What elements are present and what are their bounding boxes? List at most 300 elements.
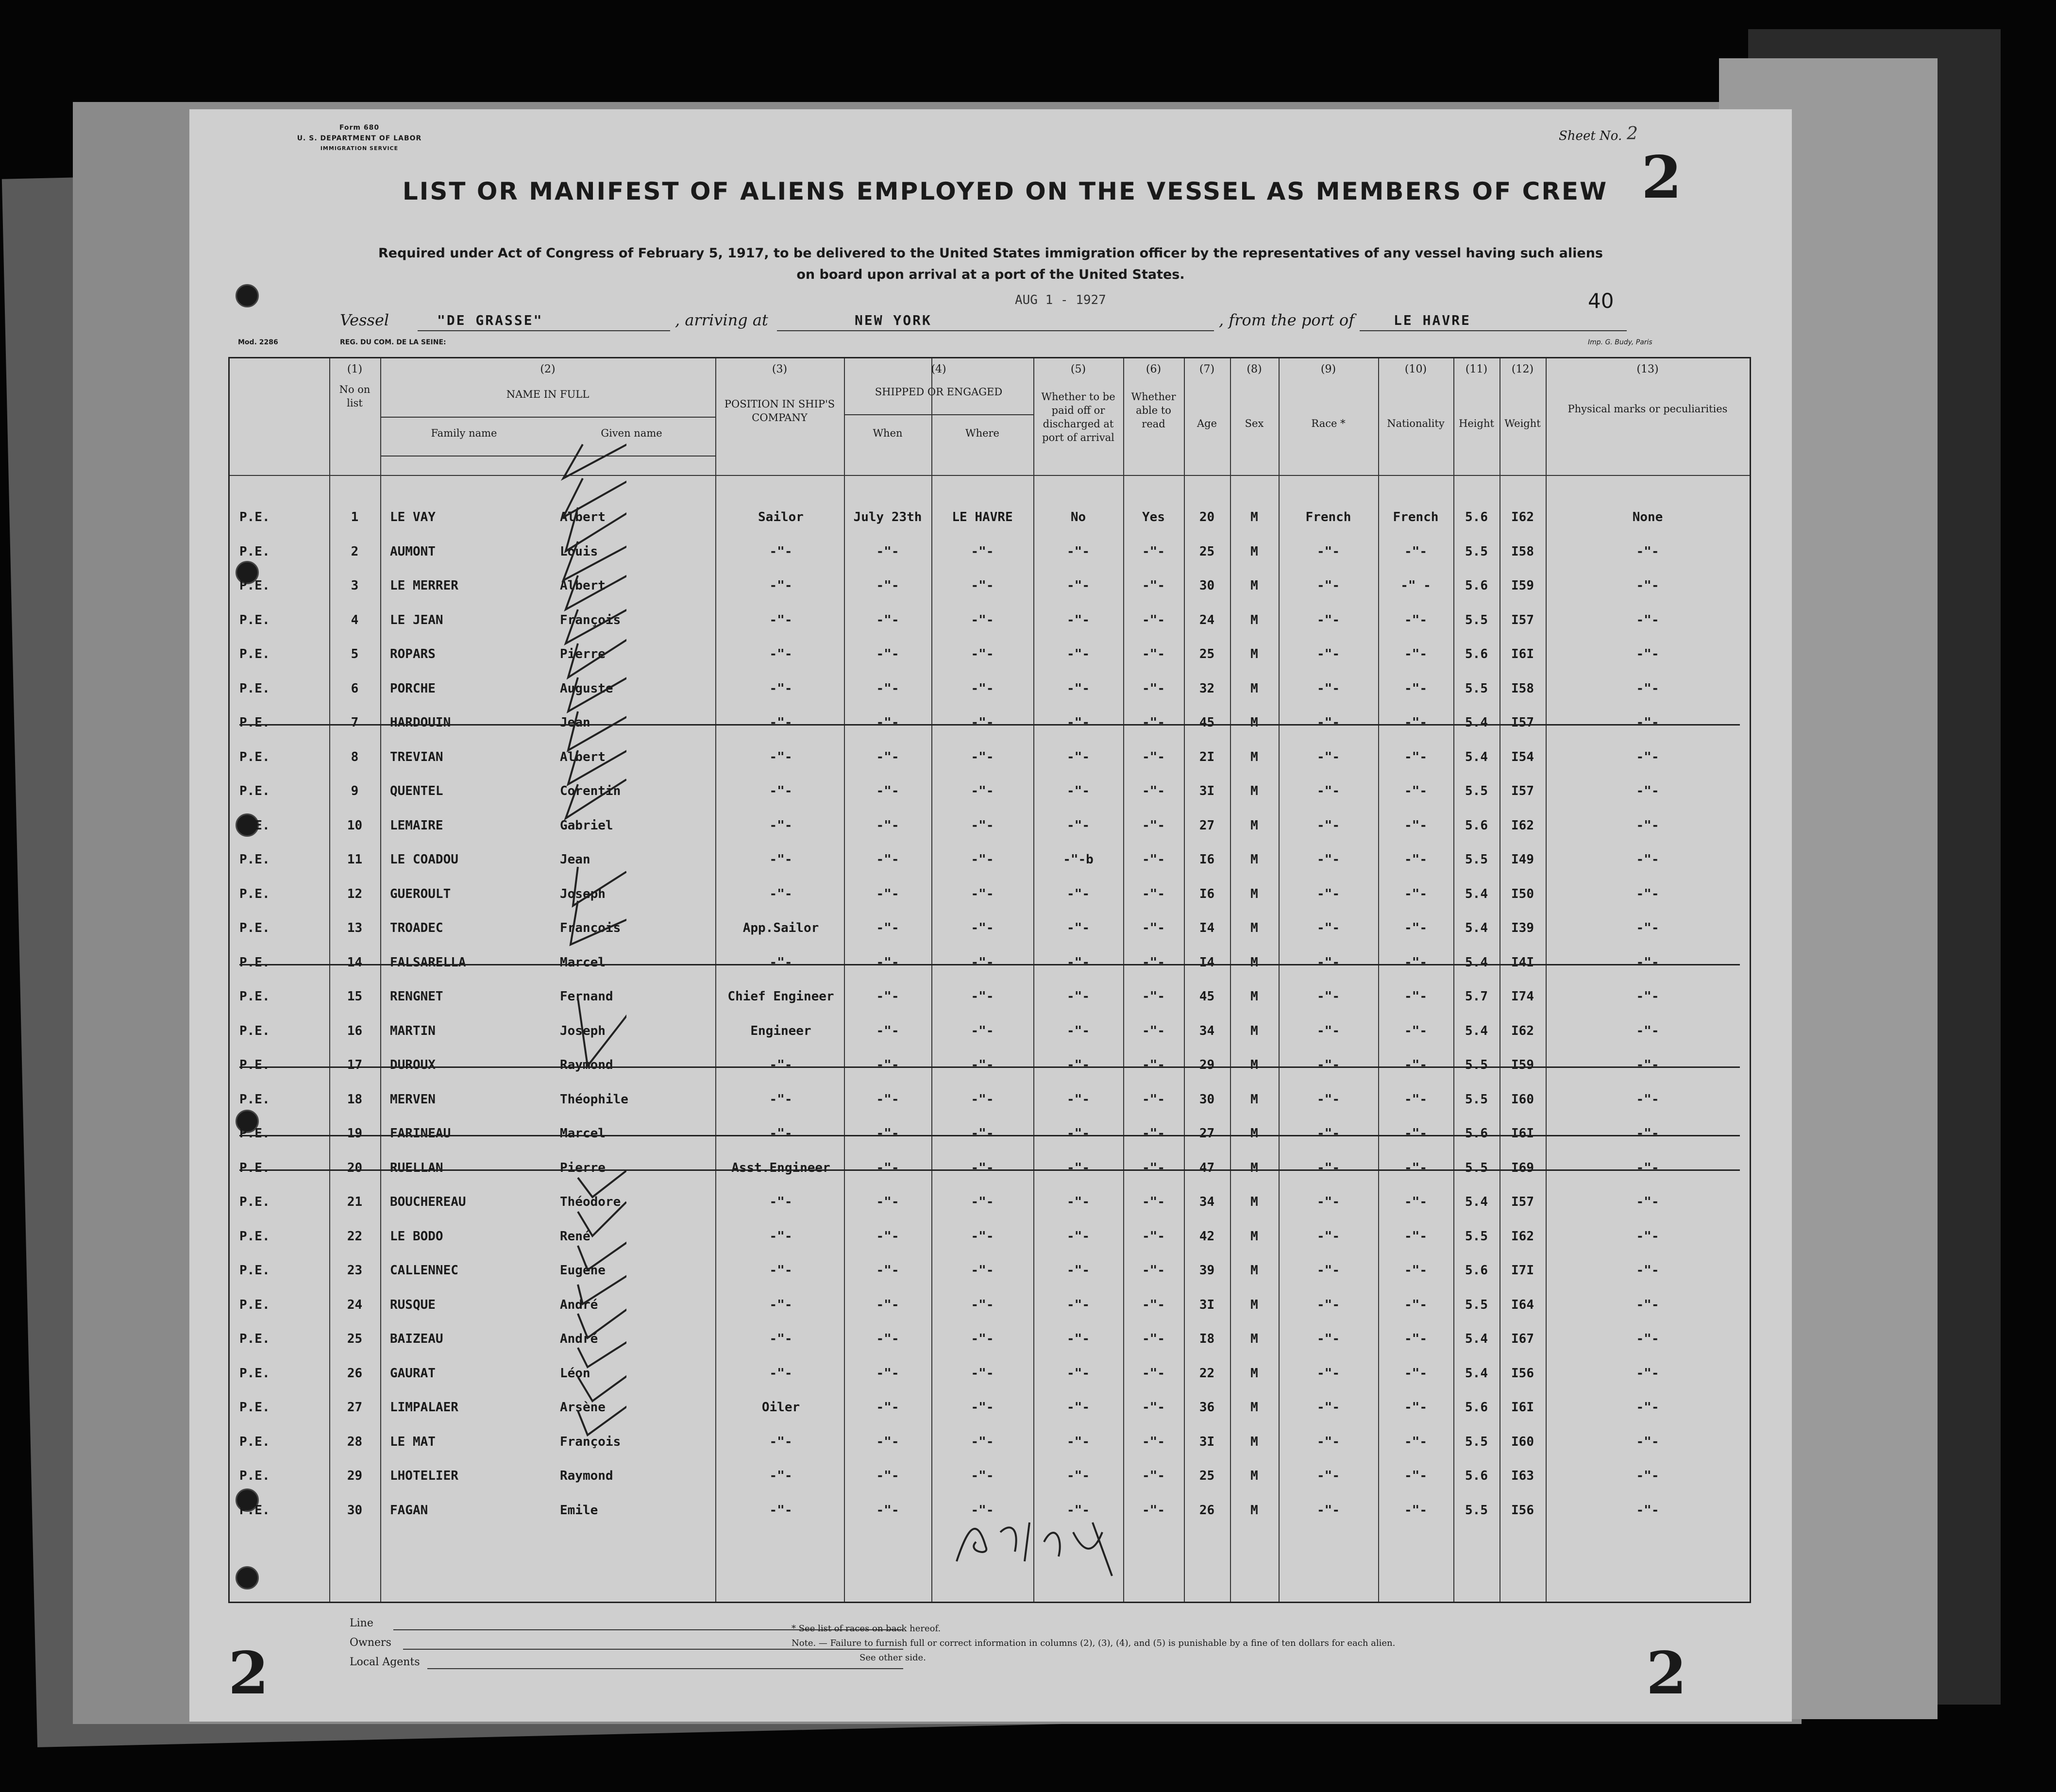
cell-mark: P.E.	[239, 852, 270, 867]
cell-weight: I57	[1511, 715, 1534, 730]
cell-race: -"-	[1317, 852, 1340, 867]
cell-when: -"-	[876, 1469, 899, 1483]
cell-no: 17	[347, 1058, 363, 1072]
cell-family: MARTIN	[390, 1023, 436, 1038]
cell-age: 27	[1199, 818, 1215, 833]
vessel-label: Vessel	[340, 311, 389, 329]
cell-where: -"-	[971, 715, 994, 730]
cell-marks: -"-	[1636, 1297, 1659, 1312]
cell-sex: M	[1250, 510, 1258, 524]
cell-marks: -"-	[1636, 1023, 1659, 1038]
cell-height: 5.4	[1465, 886, 1488, 901]
cell-weight: I59	[1511, 1058, 1534, 1072]
cell-where: -"-	[971, 578, 994, 593]
cell-where: -"-	[971, 1400, 994, 1415]
cell-height: 5.4	[1465, 715, 1488, 730]
cell-no: 12	[347, 886, 363, 901]
cell-when: -"-	[876, 1058, 899, 1072]
cell-where: LE HAVRE	[952, 510, 1013, 524]
cell-read: -"-	[1142, 1503, 1165, 1518]
cell-no: 2	[351, 544, 359, 559]
cell-read: -"-	[1142, 1297, 1165, 1312]
cell-position: Engineer	[750, 1023, 811, 1038]
cell-read: -"-	[1142, 578, 1165, 593]
cell-given: Emile	[560, 1503, 598, 1518]
cell-where: -"-	[971, 749, 994, 764]
cell-race: -"-	[1317, 544, 1340, 559]
cell-family: LE COADOU	[390, 852, 458, 867]
cell-height: 5.5	[1465, 1160, 1488, 1175]
cell-position: -"-	[769, 1058, 792, 1072]
cell-age: 20	[1199, 510, 1215, 524]
subtitle-line-1: Required under Act of Congress of February 5, 1917, to be delivered to the United States immigration officer by the representatives of any vessel having such aliens	[378, 246, 1603, 261]
cell-marks: -"-	[1636, 578, 1659, 593]
cell-given: Arsène	[560, 1400, 606, 1415]
cell-marks: -"-	[1636, 886, 1659, 901]
subtitle-line-2: on board upon arrival at a port of the United States.	[796, 267, 1185, 282]
department-name: U. S. DEPARTMENT OF LABOR	[297, 135, 422, 142]
cell-nat: -"-	[1404, 818, 1427, 833]
cell-family: QUENTEL	[390, 784, 443, 798]
cell-where: -"-	[971, 1469, 994, 1483]
cell-mark: P.E.	[239, 715, 270, 730]
cell-paid: -"-	[1067, 681, 1090, 696]
cell-family: LE MAT	[390, 1434, 436, 1449]
cell-age: I6	[1199, 886, 1215, 901]
cell-family: FAGAN	[390, 1503, 428, 1518]
cell-mark: P.E.	[239, 1126, 270, 1141]
cell-position: -"-	[769, 818, 792, 833]
handwritten-checkmarks-icon	[432, 381, 626, 1498]
cell-marks: -"-	[1636, 852, 1659, 867]
cell-sex: M	[1250, 1160, 1258, 1175]
cell-age: I6	[1199, 852, 1215, 867]
cell-read: -"-	[1142, 1092, 1165, 1107]
cell-family: GAURAT	[390, 1366, 436, 1381]
cell-race: -"-	[1317, 1058, 1340, 1072]
cell-height: 5.5	[1465, 681, 1488, 696]
cell-race: -"-	[1317, 1434, 1340, 1449]
cell-race: -"-	[1317, 1297, 1340, 1312]
cell-paid: -"-	[1067, 544, 1090, 559]
cell-nat: -"-	[1404, 647, 1427, 661]
cell-given: Louis	[560, 544, 598, 559]
cell-race: -"-	[1317, 1195, 1340, 1209]
cell-nat: -"-	[1404, 1332, 1427, 1346]
cell-read: -"-	[1142, 955, 1165, 970]
cell-where: -"-	[971, 1434, 994, 1449]
cell-when: -"-	[876, 784, 899, 798]
column-header-shipped: SHIPPED OR ENGAGED	[875, 386, 1003, 398]
cell-sex: M	[1250, 955, 1258, 970]
cell-when: -"-	[876, 1332, 899, 1346]
cell-no: 23	[347, 1263, 363, 1278]
cell-family: FARINEAU	[390, 1126, 451, 1141]
cell-marks: -"-	[1636, 818, 1659, 833]
column-header-able-read: Whether able to read	[1131, 391, 1176, 430]
cell-when: -"-	[876, 544, 899, 559]
cell-read: -"-	[1142, 1332, 1165, 1346]
arrival-date-stamp: AUG 1 - 1927	[1015, 293, 1106, 307]
cell-no: 9	[351, 784, 359, 798]
cell-mark: P.E.	[239, 1400, 270, 1415]
cell-height: 5.4	[1465, 1332, 1488, 1346]
cell-mark: P.E.	[239, 681, 270, 696]
cell-marks: -"-	[1636, 1332, 1659, 1346]
cell-height: 5.5	[1465, 1092, 1488, 1107]
cell-weight: I63	[1511, 1469, 1534, 1483]
cell-height: 5.5	[1465, 1503, 1488, 1518]
cell-family: BOUCHEREAU	[390, 1195, 466, 1209]
cell-nat: -"-	[1404, 544, 1427, 559]
cell-nat: -"-	[1404, 1160, 1427, 1175]
cell-paid: -"-	[1067, 1023, 1090, 1038]
column-header-height: Height	[1459, 418, 1494, 429]
cell-nat: -"-	[1404, 1023, 1427, 1038]
cell-family: LE JEAN	[390, 612, 443, 627]
cell-race: -"-	[1317, 1023, 1340, 1038]
cell-sex: M	[1250, 749, 1258, 764]
cell-position: -"-	[769, 1366, 792, 1381]
cell-family: LIMPALAER	[390, 1400, 458, 1415]
cell-read: -"-	[1142, 1366, 1165, 1381]
cell-sex: M	[1250, 544, 1258, 559]
cell-no: 16	[347, 1023, 363, 1038]
cell-family: RENGNET	[390, 989, 443, 1004]
cell-family: CALLENNEC	[390, 1263, 458, 1278]
cell-position: -"-	[769, 852, 792, 867]
cell-sex: M	[1250, 1263, 1258, 1278]
cell-age: 45	[1199, 715, 1215, 730]
cell-weight: I6I	[1511, 1126, 1534, 1141]
cell-weight: I59	[1511, 578, 1534, 593]
page-subtitle	[286, 243, 1695, 286]
cell-position: -"-	[769, 1126, 792, 1141]
cell-age: I4	[1199, 921, 1215, 935]
cell-no: 7	[351, 715, 359, 730]
cell-nat: -"-	[1404, 1434, 1427, 1449]
cell-marks: -"-	[1636, 749, 1659, 764]
cell-read: -"-	[1142, 989, 1165, 1004]
cell-race: -"-	[1317, 784, 1340, 798]
column-header-given-name: Given name	[601, 427, 662, 439]
cell-height: 5.6	[1465, 578, 1488, 593]
cell-weight: I7I	[1511, 1263, 1534, 1278]
cell-marks: -"-	[1636, 1434, 1659, 1449]
cell-when: -"-	[876, 955, 899, 970]
cell-position: -"-	[769, 1297, 792, 1312]
cell-where: -"-	[971, 1023, 994, 1038]
cell-no: 29	[347, 1469, 363, 1483]
cell-height: 5.4	[1465, 921, 1488, 935]
cell-weight: I49	[1511, 852, 1534, 867]
penalty-note: Note. — Failure to furnish full or correct information in columns (2), (3), (4), and (5) is punishable by a fine of ten dollars for each alien.	[792, 1638, 1396, 1648]
cell-weight: I50	[1511, 886, 1534, 901]
cell-no: 1	[351, 510, 359, 524]
inspector-signature-icon	[947, 1503, 1122, 1581]
column-number: (2)	[540, 363, 556, 375]
cell-where: -"-	[971, 681, 994, 696]
cell-age: 3I	[1199, 1434, 1215, 1449]
cell-race: -"-	[1317, 715, 1340, 730]
cell-paid: -"-	[1067, 1058, 1090, 1072]
cell-height: 5.5	[1465, 1434, 1488, 1449]
cell-age: 27	[1199, 1126, 1215, 1141]
cell-given: René	[560, 1229, 590, 1244]
registry-line: REG. DU COM. DE LA SEINE:	[340, 338, 446, 346]
cell-paid: -"-	[1067, 784, 1090, 798]
cell-sex: M	[1250, 1332, 1258, 1346]
cell-read: -"-	[1142, 1400, 1165, 1415]
cell-nat: -"-	[1404, 715, 1427, 730]
cell-position: -"-	[769, 647, 792, 661]
cell-marks: None	[1632, 510, 1663, 524]
cell-read: -"-	[1142, 1058, 1165, 1072]
cell-height: 5.6	[1465, 1400, 1488, 1415]
cell-where: -"-	[971, 1332, 994, 1346]
cell-mark: P.E.	[239, 612, 270, 627]
column-header-weight: Weight	[1504, 418, 1541, 429]
cell-nat: -"-	[1404, 1092, 1427, 1107]
cell-family: DUROUX	[390, 1058, 436, 1072]
cell-where: -"-	[971, 1160, 994, 1175]
cell-race: -"-	[1317, 1469, 1340, 1483]
cell-nat: French	[1393, 510, 1439, 524]
cell-age: 34	[1199, 1195, 1215, 1209]
cell-where: -"-	[971, 647, 994, 661]
service-name: IMMIGRATION SERVICE	[320, 145, 399, 152]
cell-race: -"-	[1317, 749, 1340, 764]
column-number: (4)	[931, 363, 946, 375]
column-number: (8)	[1247, 363, 1262, 375]
cell-marks: -"-	[1636, 784, 1659, 798]
cell-where: -"-	[971, 1366, 994, 1381]
cell-family: LE MERRER	[390, 578, 458, 593]
cell-when: -"-	[876, 715, 899, 730]
cell-when: -"-	[876, 852, 899, 867]
cell-nat: -"-	[1404, 1469, 1427, 1483]
cell-height: 5.5	[1465, 784, 1488, 798]
cell-given: Pierre	[560, 1160, 606, 1175]
cell-marks: -"-	[1636, 1092, 1659, 1107]
cell-family: FALSARELLA	[390, 955, 466, 970]
column-number: (6)	[1146, 363, 1162, 375]
cell-read: -"-	[1142, 886, 1165, 901]
column-header-age: Age	[1197, 418, 1217, 429]
cell-paid: -"-	[1067, 647, 1090, 661]
cell-given: Albert	[560, 749, 606, 764]
cell-sex: M	[1250, 921, 1258, 935]
cell-family: LE BODO	[390, 1229, 443, 1244]
cell-nat: -"-	[1404, 1297, 1427, 1312]
corner-number-bottom-left: 2	[228, 1639, 269, 1707]
cell-height: 5.6	[1465, 1126, 1488, 1141]
cell-given: Joseph	[560, 886, 606, 901]
column-number: (9)	[1320, 363, 1336, 375]
cell-no: 19	[347, 1126, 363, 1141]
cell-nat: -"-	[1404, 784, 1427, 798]
cell-mark: P.E.	[239, 1366, 270, 1381]
cell-weight: I6I	[1511, 1400, 1534, 1415]
cell-position: -"-	[769, 1229, 792, 1244]
cell-mark: P.E.	[239, 510, 270, 524]
binder-hole-icon	[236, 284, 259, 307]
cell-given: Marcel	[560, 955, 606, 970]
cell-where: -"-	[971, 818, 994, 833]
cell-where: -"-	[971, 852, 994, 867]
cell-given: Albert	[560, 510, 606, 524]
cell-weight: I60	[1511, 1092, 1534, 1107]
cell-race: -"-	[1317, 647, 1340, 661]
cell-nat: -"-	[1404, 1503, 1427, 1518]
cell-no: 14	[347, 955, 363, 970]
cell-when: -"-	[876, 1434, 899, 1449]
corner-number-bottom-right: 2	[1646, 1639, 1687, 1707]
cell-given: André	[560, 1297, 598, 1312]
cell-paid: -"-	[1067, 1434, 1090, 1449]
column-number: (7)	[1199, 363, 1215, 375]
cell-marks: -"-	[1636, 1400, 1659, 1415]
cell-read: -"-	[1142, 1160, 1165, 1175]
cell-no: 24	[347, 1297, 363, 1312]
cell-age: 30	[1199, 578, 1215, 593]
column-number: (10)	[1404, 363, 1427, 375]
cell-family: BAIZEAU	[390, 1332, 443, 1346]
cell-paid: -"-	[1067, 1195, 1090, 1209]
cell-position: -"-	[769, 1469, 792, 1483]
cell-race: -"-	[1317, 681, 1340, 696]
cell-age: 32	[1199, 681, 1215, 696]
cell-marks: -"-	[1636, 1126, 1659, 1141]
cell-family: LEMAIRE	[390, 818, 443, 833]
cell-nat: -"-	[1404, 1229, 1427, 1244]
cell-given: Théodore	[560, 1195, 621, 1209]
cell-given: Marcel	[560, 1126, 606, 1141]
cell-family: HARDOUIN	[390, 715, 451, 730]
cell-height: 5.4	[1465, 1023, 1488, 1038]
cell-family: TREVIAN	[390, 749, 443, 764]
cell-position: -"-	[769, 715, 792, 730]
cell-nat: -"-	[1404, 1263, 1427, 1278]
cell-mark: P.E.	[239, 886, 270, 901]
cell-race: -"-	[1317, 989, 1340, 1004]
cell-sex: M	[1250, 1503, 1258, 1518]
cell-read: -"-	[1142, 1469, 1165, 1483]
column-header-sex: Sex	[1245, 418, 1264, 429]
cell-family: RUELLAN	[390, 1160, 443, 1175]
cell-sex: M	[1250, 1400, 1258, 1415]
cell-no: 11	[347, 852, 363, 867]
sheet-number: 2	[1627, 124, 1638, 144]
cell-when: -"-	[876, 578, 899, 593]
cell-weight: I57	[1511, 612, 1534, 627]
cell-race: -"-	[1317, 1400, 1340, 1415]
cell-weight: I62	[1511, 1023, 1534, 1038]
cell-given: Raymond	[560, 1469, 613, 1483]
arriving-label: , arriving at	[675, 311, 768, 329]
cell-position: -"-	[769, 749, 792, 764]
cell-weight: I57	[1511, 1195, 1534, 1209]
cell-no: 15	[347, 989, 363, 1004]
cell-marks: -"-	[1636, 1469, 1659, 1483]
cell-family: TROADEC	[390, 921, 443, 935]
cell-paid: -"-b	[1063, 852, 1094, 867]
cell-nat: -" -	[1400, 578, 1431, 593]
cell-nat: -"-	[1404, 749, 1427, 764]
cell-paid: -"-	[1067, 1126, 1090, 1141]
cell-nat: -"-	[1404, 886, 1427, 901]
cell-where: -"-	[971, 784, 994, 798]
cell-sex: M	[1250, 784, 1258, 798]
cell-when: -"-	[876, 1229, 899, 1244]
cell-paid: -"-	[1067, 1229, 1090, 1244]
cell-sex: M	[1250, 681, 1258, 696]
cell-sex: M	[1250, 818, 1258, 833]
cell-sex: M	[1250, 578, 1258, 593]
column-header-family-name: Family name	[431, 427, 497, 439]
cell-mark: P.E.	[239, 1297, 270, 1312]
column-header-position: POSITION IN SHIP'S COMPANY	[724, 398, 835, 423]
printer-credit: Imp. G. Budy, Paris	[1588, 338, 1652, 346]
cell-nat: -"-	[1404, 989, 1427, 1004]
cell-where: -"-	[971, 544, 994, 559]
cell-position: -"-	[769, 578, 792, 593]
cell-where: -"-	[971, 921, 994, 935]
cell-marks: -"-	[1636, 1263, 1659, 1278]
cell-where: -"-	[971, 1195, 994, 1209]
cell-marks: -"-	[1636, 1503, 1659, 1518]
cell-weight: I64	[1511, 1297, 1534, 1312]
cell-given: Corentin	[560, 784, 621, 798]
cell-family: AUMONT	[390, 544, 436, 559]
cell-no: 28	[347, 1434, 363, 1449]
cell-paid: -"-	[1067, 1366, 1090, 1381]
cell-weight: I62	[1511, 818, 1534, 833]
cell-no: 25	[347, 1332, 363, 1346]
line-label: Line	[350, 1617, 373, 1629]
cell-no: 8	[351, 749, 359, 764]
cell-no: 3	[351, 578, 359, 593]
cell-no: 6	[351, 681, 359, 696]
cell-race: -"-	[1317, 1092, 1340, 1107]
cell-read: -"-	[1142, 921, 1165, 935]
cell-read: -"-	[1142, 544, 1165, 559]
cell-age: 3I	[1199, 784, 1215, 798]
cell-mark: P.E.	[239, 1332, 270, 1346]
cell-family: PORCHE	[390, 681, 436, 696]
cell-weight: I6I	[1511, 647, 1534, 661]
cell-paid: -"-	[1067, 1503, 1090, 1518]
cell-no: 13	[347, 921, 363, 935]
column-number: (5)	[1070, 363, 1086, 375]
cell-read: -"-	[1142, 681, 1165, 696]
cell-weight: I58	[1511, 544, 1534, 559]
cell-position: -"-	[769, 955, 792, 970]
cell-weight: I54	[1511, 749, 1534, 764]
cell-when: -"-	[876, 612, 899, 627]
cell-family: ROPARS	[390, 647, 436, 661]
cell-when: -"-	[876, 1195, 899, 1209]
cell-position: Sailor	[758, 510, 804, 524]
cell-sex: M	[1250, 1229, 1258, 1244]
cell-age: 24	[1199, 612, 1215, 627]
cell-race: -"-	[1317, 1229, 1340, 1244]
cell-weight: I74	[1511, 989, 1534, 1004]
cell-weight: I39	[1511, 921, 1534, 935]
cell-mark: P.E.	[239, 989, 270, 1004]
cell-read: -"-	[1142, 647, 1165, 661]
race-note: * See list of races on back hereof.	[792, 1623, 941, 1634]
